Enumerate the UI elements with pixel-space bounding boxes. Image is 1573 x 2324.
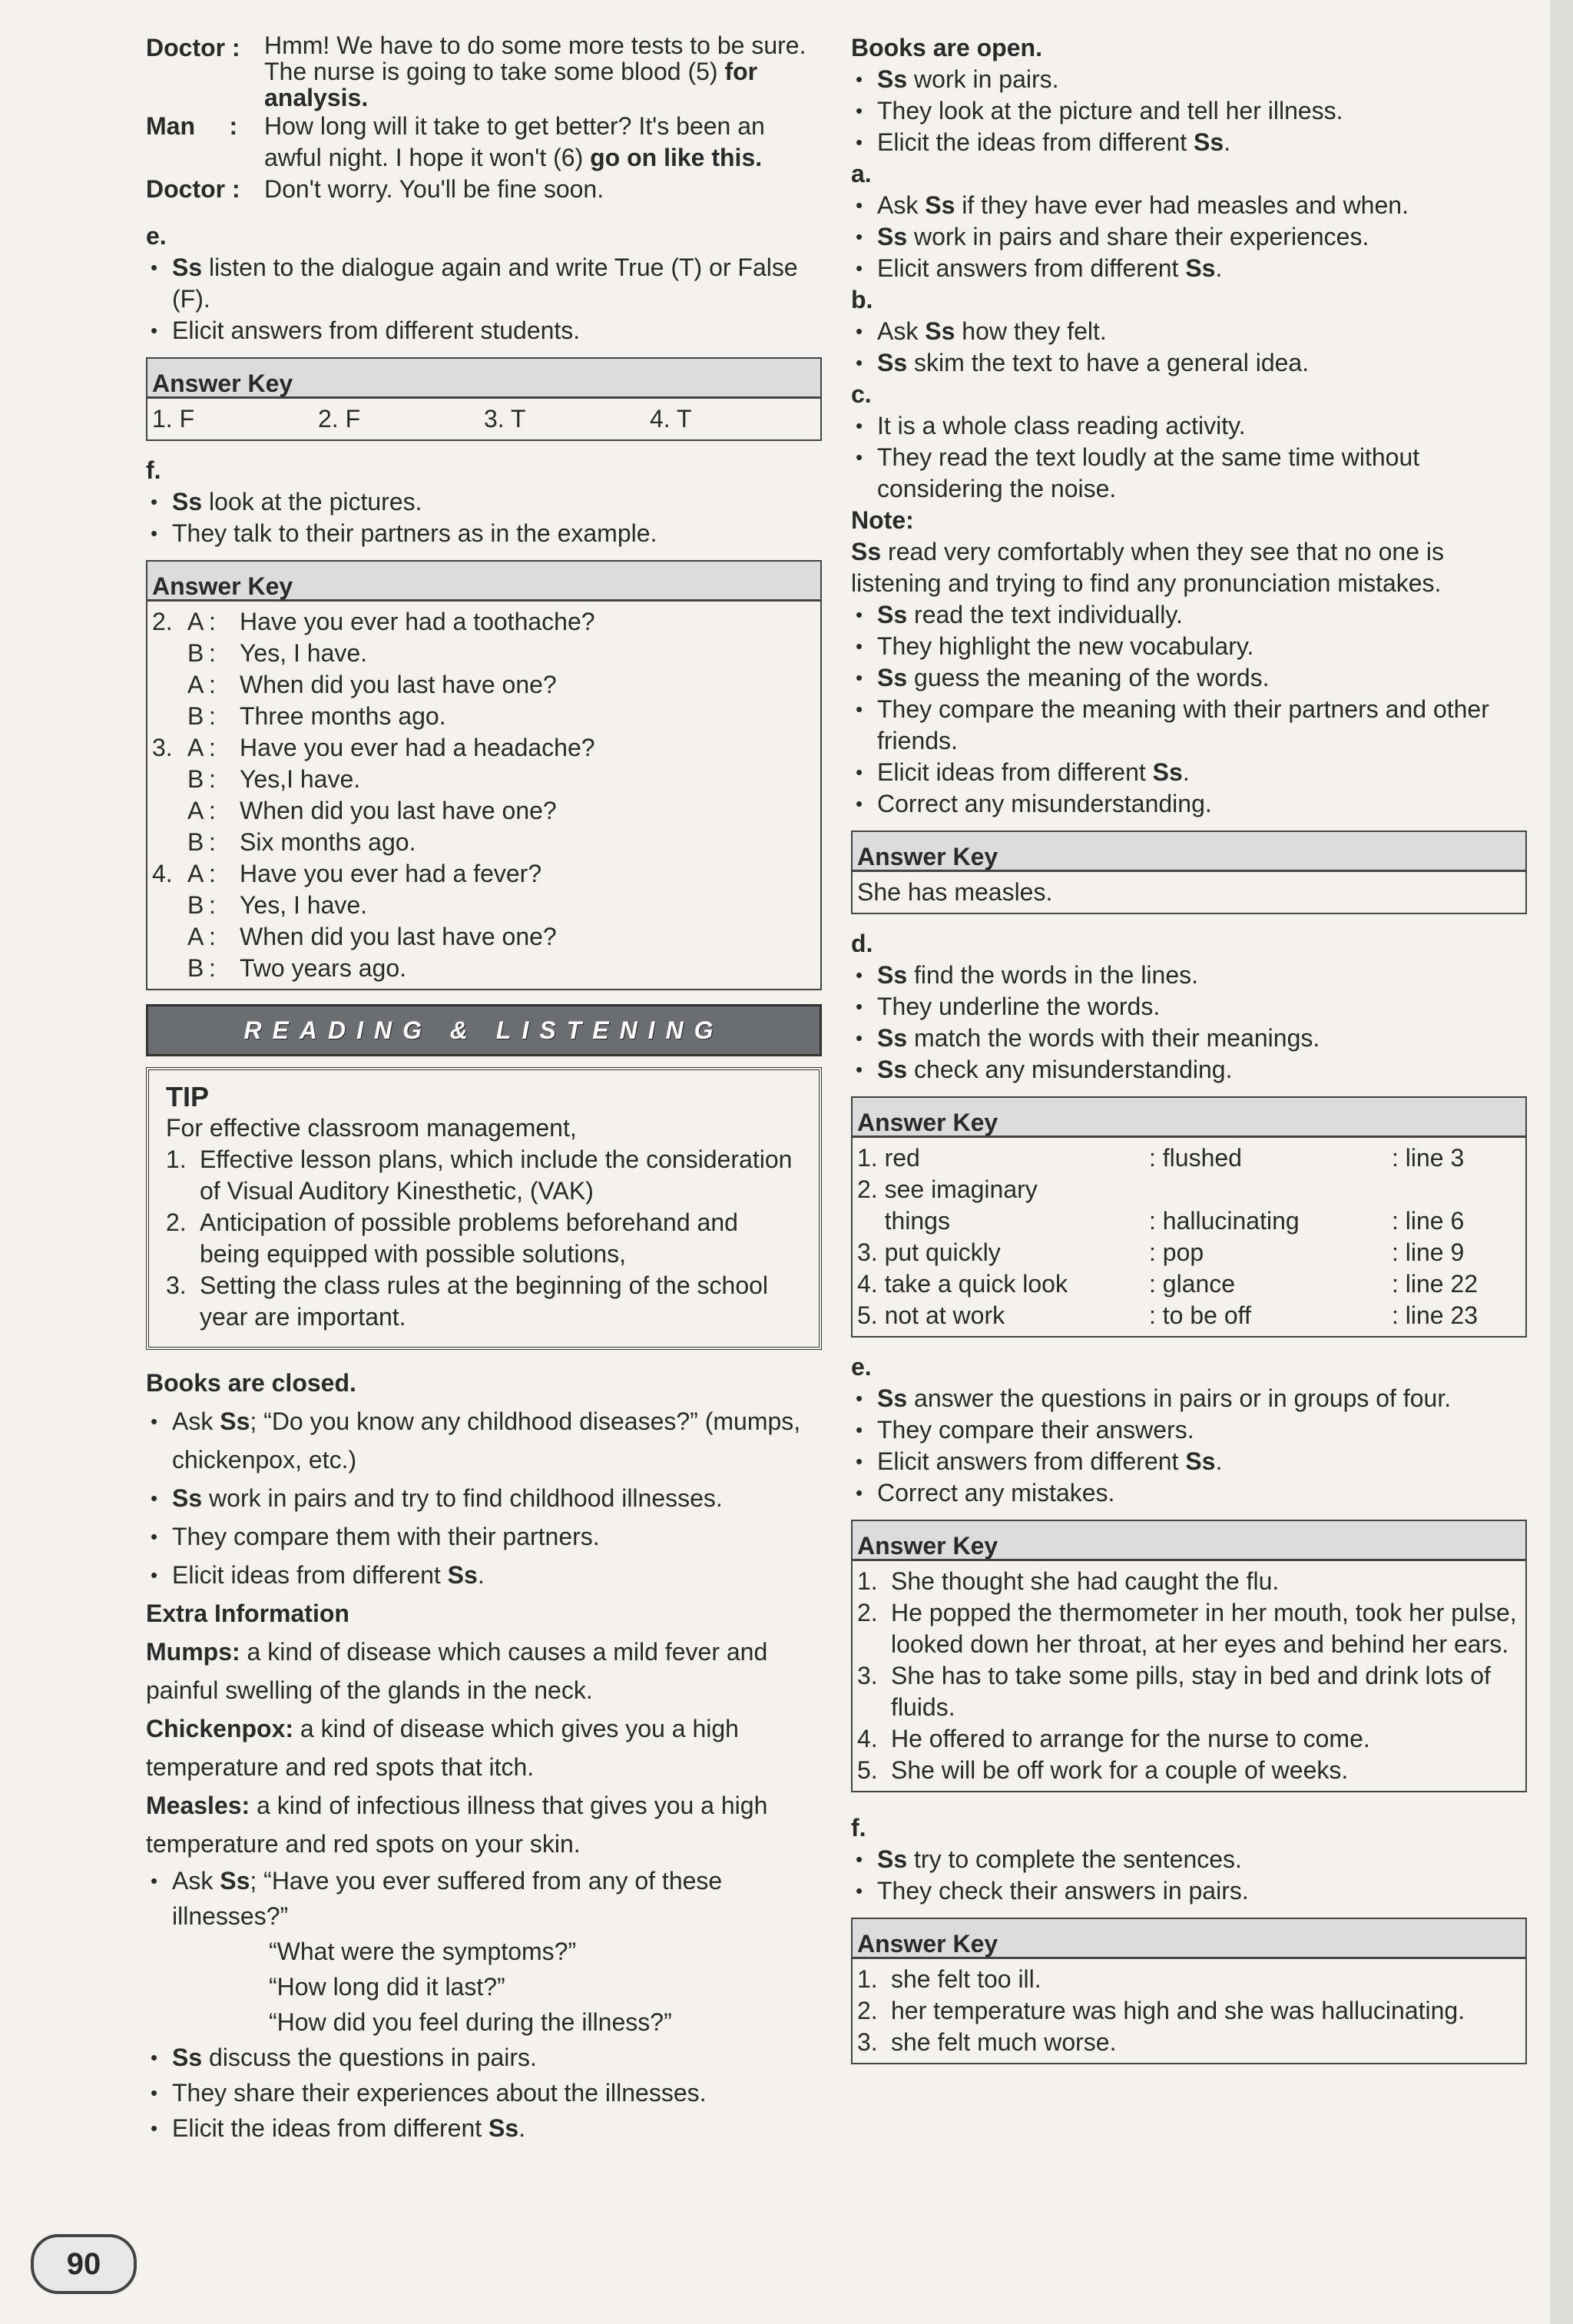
list-item: • Elicit answers from different Ss. bbox=[851, 1446, 1527, 1477]
vocab-cell: things bbox=[857, 1207, 950, 1235]
list-item: 1. She thought she had caught the flu. bbox=[857, 1567, 1280, 1595]
list-item: • They compare their answers. bbox=[851, 1414, 1527, 1446]
dialogue-row: A : When did you last have one? bbox=[187, 671, 557, 698]
dialogue-row: A : When did you last have one? bbox=[187, 923, 557, 950]
bullet-list bbox=[146, 1402, 822, 1594]
list-item: 1. Effective lesson plans, which include the consideration of Visual Auditory Kinesthetic, (VAK) bbox=[166, 1145, 793, 1205]
answer: 3. T bbox=[484, 405, 526, 433]
list-item: • Correct any mistakes. bbox=[851, 1477, 1527, 1509]
answer-key-body bbox=[853, 1561, 1525, 1791]
section-title: Books are open. bbox=[851, 34, 1042, 61]
vocab-cell: : flushed bbox=[1149, 1144, 1242, 1172]
question: “How long did it last?” bbox=[269, 1973, 505, 2001]
section-label-f: f. bbox=[146, 456, 161, 484]
vocab-cell bbox=[1149, 1174, 1392, 1205]
dialogue-row: B : Two years ago. bbox=[187, 954, 406, 982]
list-item: • Ss discuss the questions in pairs. bbox=[146, 2040, 822, 2075]
list-item: 3. she felt much worse. bbox=[857, 2028, 1117, 2056]
dialogue-row: 4. A : Have you ever had a fever? bbox=[152, 860, 542, 887]
vocab-cell: : to be off bbox=[1149, 1301, 1251, 1329]
books-closed-section bbox=[146, 1364, 822, 1863]
answer-key-body bbox=[853, 1138, 1525, 1336]
section-label-c: c. bbox=[851, 380, 872, 408]
tip-box bbox=[146, 1067, 822, 1350]
list-item: • Ss find the words in the lines. bbox=[851, 960, 1527, 991]
answer-key-body: She has measles. bbox=[857, 878, 1053, 906]
list-item: • They read the text loudly at the same time without considering the noise. bbox=[851, 442, 1527, 505]
answer-key-box bbox=[146, 357, 822, 441]
vocab-cell: 4. take a quick look bbox=[857, 1270, 1068, 1298]
dialogue-row: B : Three months ago. bbox=[187, 702, 446, 730]
dialogue-row: B : Yes, I have. bbox=[187, 891, 368, 919]
list-item: 4. He offered to arrange for the nurse to come. bbox=[857, 1725, 1370, 1752]
extra-information-title: Extra Information bbox=[146, 1600, 349, 1627]
question: “What were the symptoms?” bbox=[269, 1938, 577, 1965]
dialogue-row: B : Yes,I have. bbox=[187, 765, 361, 793]
list-item: • Ss check any misunderstanding. bbox=[851, 1054, 1527, 1086]
vocab-cell: : line 9 bbox=[1392, 1238, 1465, 1266]
section-title: Books are closed. bbox=[146, 1369, 356, 1397]
list-item: 2. Anticipation of possible problems beforehand and being equipped with possible solutions, bbox=[166, 1208, 738, 1268]
list-item: 2. her temperature was high and she was hallucinating. bbox=[857, 1997, 1465, 2024]
discussion-section bbox=[146, 1863, 822, 2146]
list-item: • Elicit answers from different Ss. bbox=[851, 253, 1527, 284]
list-item: • Ss work in pairs and share their experiences. bbox=[851, 221, 1527, 253]
bullet-list bbox=[146, 1863, 822, 1934]
list-item: • Ss work in pairs and try to find childhood illnesses. bbox=[146, 1479, 822, 1517]
list-item: • Elicit the ideas from different Ss. bbox=[851, 127, 1527, 158]
answer-key-title: Answer Key bbox=[853, 1521, 1525, 1561]
bullet-list bbox=[851, 316, 1527, 379]
list-item: 3. Setting the class rules at the beginning of the school year are important. bbox=[166, 1271, 769, 1331]
vocab-cell: : line 22 bbox=[1392, 1270, 1479, 1298]
answer: 2. F bbox=[318, 405, 361, 433]
dialogue-row: 3. A : Have you ever had a headache? bbox=[152, 734, 595, 761]
vocab-cell: 3. put quickly bbox=[857, 1238, 1001, 1266]
list-item: 5. She will be off work for a couple of weeks. bbox=[857, 1756, 1349, 1784]
page-number: 90 bbox=[31, 2234, 137, 2294]
section-label-b: b. bbox=[851, 286, 873, 313]
note-text: Ss read very comfortably when they see that no one is listening and trying to find any pronunciation mistakes. bbox=[851, 538, 1444, 597]
section-label-e: e. bbox=[146, 222, 167, 250]
answer-key-box bbox=[851, 1520, 1527, 1792]
dialogue-line: Hmm! We have to do some more tests to be sure. The nurse is going to take some blood (5) for analysis. bbox=[264, 31, 806, 111]
dialogue bbox=[146, 32, 822, 205]
section-label-e: e. bbox=[851, 1353, 872, 1381]
answer-key-title: Answer Key bbox=[853, 1098, 1525, 1138]
list-item: • Ask Ss how they felt. bbox=[851, 316, 1527, 347]
list-item: • Ask Ss if they have ever had measles and when. bbox=[851, 190, 1527, 221]
list-item: • It is a whole class reading activity. bbox=[851, 410, 1527, 442]
section-label-a: a. bbox=[851, 160, 872, 187]
dialogue-line: Don't worry. You'll be fine soon. bbox=[264, 175, 604, 203]
list-item: • Elicit the ideas from different Ss. bbox=[146, 2110, 822, 2146]
section-label-f: f. bbox=[851, 1814, 866, 1842]
list-item: • They share their experiences about the illnesses. bbox=[146, 2075, 822, 2110]
definition: Measles: a kind of infectious illness that gives you a high temperature and red spots on your skin. bbox=[146, 1792, 768, 1858]
list-item: • Ss skim the text to have a general idea. bbox=[851, 347, 1527, 379]
dialogue-line: How long will it take to get better? It's been an awful night. I hope it won't (6) go on like this. bbox=[264, 112, 765, 171]
list-item: 2. He popped the thermometer in her mouth, took her pulse, looked down her throat, at her eyes and behind her ears. bbox=[857, 1599, 1517, 1658]
list-item: • They look at the picture and tell her illness. bbox=[851, 95, 1527, 127]
vocab-cell: 2. see imaginary bbox=[857, 1175, 1038, 1203]
answer-key-box bbox=[851, 1096, 1527, 1338]
answer-key-title: Answer Key bbox=[853, 832, 1525, 872]
definition: Chickenpox: a kind of disease which gives you a high temperature and red spots that itch. bbox=[146, 1715, 739, 1781]
list-item: • Ss answer the questions in pairs or in groups of four. bbox=[851, 1383, 1527, 1414]
list-item: • Elicit ideas from different Ss. bbox=[851, 757, 1527, 788]
answer-key-body bbox=[147, 602, 820, 989]
vocab-cell: : line 3 bbox=[1392, 1144, 1465, 1172]
dialogue-row: A : When did you last have one? bbox=[187, 797, 557, 824]
bullet-list bbox=[851, 64, 1527, 158]
list-item: • Ask Ss; “Do you know any childhood diseases?” (mumps, chickenpox, etc.) bbox=[146, 1402, 822, 1479]
left-column bbox=[146, 32, 822, 2146]
answer-key-box bbox=[851, 830, 1527, 914]
answer-key-title: Answer Key bbox=[147, 359, 820, 399]
list-item: • They compare the meaning with their partners and other friends. bbox=[851, 694, 1527, 757]
dialogue-row: 2. A : Have you ever had a toothache? bbox=[152, 608, 595, 635]
dialogue-row: B : Six months ago. bbox=[187, 828, 416, 856]
bullet-list bbox=[146, 486, 822, 549]
list-item: • They check their answers in pairs. bbox=[851, 1875, 1527, 1907]
list-item: • Elicit ideas from different Ss. bbox=[146, 1556, 822, 1594]
vocab-cell: : pop bbox=[1149, 1238, 1204, 1266]
list-item: • Ss listen to the dialogue again and write True (T) or False (F). bbox=[146, 252, 822, 315]
tip-intro: For effective classroom management, bbox=[166, 1114, 577, 1142]
page-edge-shadow bbox=[1550, 0, 1573, 2324]
list-item: • Ss guess the meaning of the words. bbox=[851, 662, 1527, 694]
bullet-list bbox=[851, 190, 1527, 284]
list-item: • Ss look at the pictures. bbox=[146, 486, 822, 518]
bullet-list bbox=[851, 410, 1527, 505]
note-title: Note: bbox=[851, 506, 914, 534]
definition: Mumps: a kind of disease which causes a mild fever and painful swelling of the glands in the neck. bbox=[146, 1638, 768, 1704]
question: “How did you feel during the illness?” bbox=[269, 2008, 672, 2036]
dialogue-row: B : Yes, I have. bbox=[187, 639, 368, 667]
right-column bbox=[851, 32, 1527, 2078]
tip-title: TIP bbox=[166, 1081, 210, 1112]
vocab-cell: 5. not at work bbox=[857, 1301, 1005, 1329]
answer-key-title: Answer Key bbox=[853, 1919, 1525, 1959]
vocab-cell: : line 23 bbox=[1392, 1301, 1479, 1329]
vocab-cell: 1. red bbox=[857, 1144, 920, 1172]
list-item: • They underline the words. bbox=[851, 991, 1527, 1023]
list-item: • Ss read the text individually. bbox=[851, 599, 1527, 631]
list-item: • Ss match the words with their meanings. bbox=[851, 1023, 1527, 1054]
section-label-d: d. bbox=[851, 930, 873, 957]
list-item: 1. she felt too ill. bbox=[857, 1965, 1041, 1993]
list-item: • Ss work in pairs. bbox=[851, 64, 1527, 95]
vocab-cell: : hallucinating bbox=[1149, 1207, 1300, 1235]
list-item: • Correct any misunderstanding. bbox=[851, 788, 1527, 820]
speaker: Doctor : bbox=[146, 34, 240, 61]
bullet-list bbox=[851, 1844, 1527, 1907]
answer-key-box bbox=[851, 1918, 1527, 2064]
speaker: Doctor : bbox=[146, 175, 240, 203]
answer-key-box bbox=[146, 560, 822, 990]
list-item: • Ss try to complete the sentences. bbox=[851, 1844, 1527, 1875]
answer-key-body bbox=[147, 399, 820, 439]
list-item: • They talk to their partners as in the example. bbox=[146, 518, 822, 549]
speaker: Man : bbox=[146, 112, 238, 140]
list-item: • Ask Ss; “Have you ever suffered from any of these illnesses?” bbox=[146, 1863, 822, 1934]
answer-key-body bbox=[853, 1959, 1525, 2063]
bullet-list bbox=[851, 960, 1527, 1086]
answer: 1. F bbox=[152, 405, 195, 433]
vocab-cell: : line 6 bbox=[1392, 1207, 1465, 1235]
vocab-cell bbox=[1392, 1174, 1521, 1205]
reading-listening-banner: READING & LISTENING bbox=[146, 1004, 822, 1056]
vocab-cell: : glance bbox=[1149, 1270, 1236, 1298]
bullet-list bbox=[146, 252, 822, 346]
bullet-list bbox=[851, 1383, 1527, 1509]
list-item: 3. She has to take some pills, stay in bed and drink lots of fluids. bbox=[857, 1662, 1491, 1721]
answer: 4. T bbox=[650, 405, 692, 433]
list-item: • Elicit answers from different students. bbox=[146, 315, 822, 346]
bullet-list bbox=[146, 2040, 822, 2146]
tip-list bbox=[166, 1144, 803, 1333]
list-item: • They compare them with their partners. bbox=[146, 1517, 822, 1556]
list-item: • They highlight the new vocabulary. bbox=[851, 631, 1527, 662]
bullet-list bbox=[851, 599, 1527, 820]
answer-key-title: Answer Key bbox=[147, 562, 820, 602]
